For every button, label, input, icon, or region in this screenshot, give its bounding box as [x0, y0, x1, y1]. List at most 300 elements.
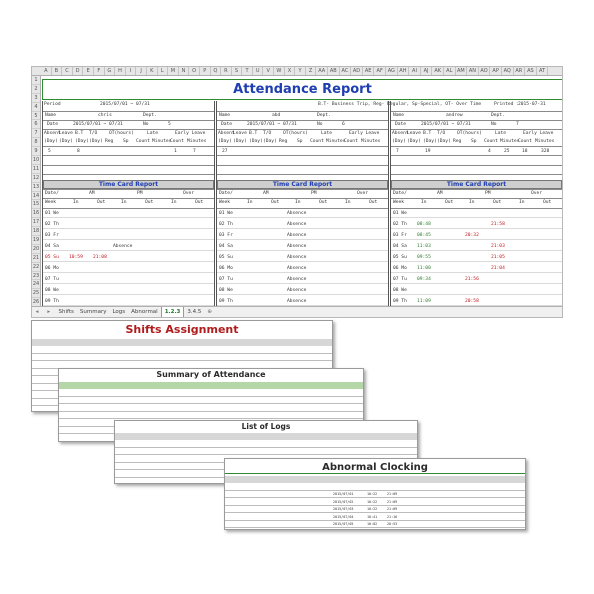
legend-text: B.T- Business Trip, Reg- Regular, Sp-Special, OT- Over Time	[318, 102, 482, 107]
time-in: 11:00	[417, 266, 431, 271]
date-range: 2015/07/01 ~ 07/31	[247, 122, 297, 127]
day-cell: 09 Th	[219, 299, 233, 304]
stat-header: Late	[495, 131, 507, 136]
day-cell: 06 Mo	[393, 266, 407, 271]
column-header-u[interactable]: U	[253, 67, 264, 76]
column-header-n[interactable]: N	[179, 67, 190, 76]
row-header-9[interactable]: 9	[32, 147, 40, 156]
table-row[interactable]	[43, 209, 214, 218]
time-pm-out: 21:04	[491, 266, 505, 271]
no-label: No	[143, 122, 149, 127]
day-cell: 03 Fr	[219, 233, 233, 238]
row-header-1[interactable]: 1	[32, 76, 40, 85]
column-header-m[interactable]: M	[168, 67, 179, 76]
preview-header-band	[225, 476, 525, 483]
stat-header: B.T	[249, 131, 258, 136]
day-cell: 04 Sa	[45, 244, 59, 249]
column-header-ab[interactable]: AB	[328, 67, 340, 76]
in-out-header: Out	[195, 200, 204, 205]
table-row[interactable]	[217, 220, 388, 229]
day-cell: 02 Th	[45, 222, 59, 227]
week-header: Week	[219, 200, 231, 205]
grid-line	[217, 198, 388, 199]
row-header-10[interactable]: 10	[32, 157, 40, 164]
stat-header: T/O	[437, 131, 446, 136]
day-cell: 08 We	[45, 288, 59, 293]
in-out-header: Out	[97, 200, 106, 205]
grid-line	[43, 146, 214, 147]
abnormal-time-out: 20:53	[387, 522, 398, 526]
column-header-b[interactable]: B	[52, 67, 63, 76]
dept-label: Dept.	[143, 113, 157, 118]
time-in: 10:59	[69, 255, 83, 260]
grid-line	[391, 198, 562, 199]
grid-line	[217, 165, 388, 166]
table-row[interactable]	[391, 209, 562, 218]
column-header-ac[interactable]: AC	[340, 67, 352, 76]
column-header-j[interactable]: J	[136, 67, 147, 76]
time-out: 21:56	[465, 277, 479, 282]
time-pm-out: 21:05	[491, 255, 505, 260]
time-card-title: Time Card Report	[43, 180, 214, 189]
row-header-7[interactable]: 7	[32, 129, 40, 138]
grid-line	[391, 174, 562, 175]
stat-value-absent: 7	[396, 149, 399, 154]
stat-subheader: Minutes	[152, 139, 172, 144]
day-cell: 04 Sa	[393, 244, 407, 249]
row-header-13[interactable]: 13	[32, 183, 40, 190]
column-header-ag[interactable]: AG	[386, 67, 398, 76]
time-in: 11:09	[417, 299, 431, 304]
abnormal-time-out: 21:09	[387, 507, 398, 511]
column-header-w[interactable]: W	[274, 67, 285, 76]
column-header-e[interactable]: E	[83, 67, 94, 76]
stat-value-bt: 8	[77, 149, 80, 154]
table-row[interactable]	[43, 231, 214, 240]
table-row[interactable]	[217, 297, 388, 306]
tab-summary[interactable]: Summary	[79, 309, 107, 315]
employee-name: andrew	[446, 113, 463, 118]
row-header-24[interactable]: 24	[32, 281, 40, 288]
preview-grid-row	[59, 389, 363, 397]
tab-prev-icon[interactable]: ◂	[35, 309, 39, 315]
absence-note: Absence	[287, 244, 307, 249]
column-header-c[interactable]: C	[62, 67, 73, 76]
row-header-11[interactable]: 11	[32, 165, 40, 172]
day-cell: 02 Th	[393, 222, 407, 227]
table-row[interactable]	[43, 253, 214, 262]
row-header-17[interactable]: 17	[32, 219, 40, 226]
table-row[interactable]	[391, 231, 562, 240]
day-cell: 05 Su	[219, 255, 233, 260]
stat-subheader: (Day)	[423, 139, 437, 144]
time-in: 09:55	[417, 255, 431, 260]
day-cell: 01 We	[393, 211, 407, 216]
abnormal-time-out: 21:16	[387, 514, 398, 519]
dept-label: Dept.	[317, 113, 331, 118]
abnormal-time-in: 10:22	[367, 507, 378, 511]
printed-label: Printed :	[494, 102, 519, 107]
in-out-header: Out	[493, 200, 502, 205]
stat-subheader: Sp	[471, 139, 477, 144]
date-label: Date	[395, 122, 407, 127]
column-header-f[interactable]: F	[94, 67, 105, 76]
absence-note: Absence	[287, 211, 307, 216]
stat-subheader: Minutes	[361, 139, 381, 144]
preview-grid-row	[115, 440, 417, 448]
stat-header: Absent	[392, 131, 409, 136]
column-header-z[interactable]: Z	[306, 67, 317, 76]
stat-subheader: (Day)	[233, 139, 247, 144]
table-row[interactable]	[391, 275, 562, 284]
grid-line	[217, 189, 388, 190]
stat-subheader: (Day)	[59, 139, 73, 144]
table-row[interactable]	[217, 242, 388, 251]
stat-value-late-min: 25	[504, 149, 510, 154]
absence-note: Absence	[287, 277, 307, 282]
date-label: Date	[221, 122, 233, 127]
grid-line	[391, 120, 562, 121]
day-cell: 03 Fr	[45, 233, 59, 238]
stat-subheader: (Day)	[218, 139, 232, 144]
day-cell: 04 Sa	[219, 244, 233, 249]
stat-value-early-count: 1	[174, 149, 177, 154]
stat-subheader: (Day)	[89, 139, 103, 144]
day-cell: 09 Th	[45, 299, 59, 304]
report-title: Attendance Report	[42, 79, 563, 100]
table-row[interactable]	[43, 286, 214, 295]
no-label: No	[317, 122, 323, 127]
spreadsheet-window	[31, 66, 563, 318]
row-header-21[interactable]: 21	[32, 254, 40, 261]
date-range: 2015/07/01 ~ 07/31	[73, 122, 123, 127]
stat-value-late-count: 4	[488, 149, 491, 154]
day-cell: 01 We	[45, 211, 59, 216]
am-header: AM	[263, 191, 269, 196]
column-header-ae[interactable]: AE	[363, 67, 375, 76]
row-header-26[interactable]: 26	[32, 299, 40, 306]
grid-line	[43, 155, 214, 156]
day-cell: 02 Th	[219, 222, 233, 227]
date-label: Date	[47, 122, 59, 127]
stat-header: OT(hours)	[283, 131, 308, 136]
abnormal-date: 2015/07/01	[333, 492, 354, 496]
grid-line	[217, 111, 388, 112]
column-header-ar[interactable]: AR	[514, 67, 526, 76]
column-header-at[interactable]: AT	[537, 67, 549, 76]
column-header-as[interactable]: AS	[525, 67, 537, 76]
stat-header: OT(hours)	[109, 131, 134, 136]
abnormal-time-in: 10:22	[367, 492, 378, 496]
stat-header: Late	[321, 131, 333, 136]
preview-title: List of Logs	[241, 422, 291, 431]
column-header-v[interactable]: V	[263, 67, 274, 76]
column-header-s[interactable]: S	[232, 67, 243, 76]
stat-header: Early Leave	[523, 131, 554, 136]
in-out-header: Out	[271, 200, 280, 205]
table-row[interactable]	[217, 231, 388, 240]
column-header-ak[interactable]: AK	[432, 67, 444, 76]
grid-line	[391, 189, 562, 190]
table-row[interactable]	[391, 286, 562, 295]
am-header: AM	[89, 191, 95, 196]
row-header-2[interactable]: 2	[32, 85, 40, 94]
date-range: 2015/07/01 ~ 07/31	[421, 122, 471, 127]
stat-header: Leave	[407, 131, 421, 136]
column-header-am[interactable]: AM	[456, 67, 468, 76]
time-in: 11:03	[417, 244, 431, 249]
absence-note: Absence	[113, 244, 133, 249]
preview-header-band	[32, 339, 332, 346]
employee-panel	[216, 101, 389, 309]
period-value: 2015/07/01 ~ 07/31	[100, 102, 150, 107]
in-out-header: In	[121, 200, 127, 205]
table-row[interactable]	[391, 264, 562, 273]
row-header-14[interactable]: 14	[32, 192, 40, 199]
stat-header: T/O	[263, 131, 272, 136]
row-header-12[interactable]: 12	[32, 174, 40, 181]
column-header-o[interactable]: O	[189, 67, 200, 76]
column-header-g[interactable]: G	[105, 67, 116, 76]
stat-subheader: Count	[484, 139, 498, 144]
row-header-19[interactable]: 19	[32, 237, 40, 244]
column-header-al[interactable]: AL	[444, 67, 456, 76]
table-row[interactable]	[43, 275, 214, 284]
in-out-header: In	[421, 200, 427, 205]
column-header-q[interactable]: Q	[211, 67, 222, 76]
table-row[interactable]	[217, 286, 388, 295]
grid-line	[43, 189, 214, 190]
table-row[interactable]	[391, 297, 562, 306]
day-cell: 08 We	[393, 288, 407, 293]
over-header: Over	[531, 191, 543, 196]
column-header-d[interactable]: D	[73, 67, 84, 76]
stat-header: Late	[147, 131, 159, 136]
no-label: No	[491, 122, 497, 127]
preview-grid-row	[115, 448, 417, 456]
in-out-header: In	[345, 200, 351, 205]
name-label: Name	[393, 113, 405, 118]
week-header: Week	[393, 200, 405, 205]
tab-3-4-5[interactable]: 3.4.5	[187, 309, 202, 315]
time-in: 08:45	[417, 233, 431, 238]
table-row[interactable]	[217, 209, 388, 218]
printed-value: 2015-07-31	[518, 102, 546, 107]
stat-value-absent: 5	[48, 149, 51, 154]
day-cell: 09 Th	[393, 299, 407, 304]
in-out-header: Out	[145, 200, 154, 205]
employee-panel	[42, 101, 215, 309]
absence-note: Absence	[287, 266, 307, 271]
stat-subheader: Reg	[279, 139, 288, 144]
in-out-header: Out	[445, 200, 454, 205]
column-header-a[interactable]: A	[41, 67, 52, 76]
date-week-header: Date/	[393, 191, 407, 196]
stat-value-early-min: 328	[541, 149, 550, 154]
column-header-bar	[32, 67, 563, 76]
abnormal-date: 2015/07/03	[333, 507, 354, 511]
grid-line	[43, 120, 214, 121]
in-out-header: In	[469, 200, 475, 205]
column-header-aa[interactable]: AA	[316, 67, 328, 76]
absence-note: Absence	[287, 288, 307, 293]
row-header-bar	[32, 76, 41, 308]
stat-subheader: (Day)	[437, 139, 451, 144]
stat-subheader: Count	[344, 139, 358, 144]
table-row[interactable]	[43, 297, 214, 306]
preview-grid-row	[59, 397, 363, 405]
column-header-ad[interactable]: AD	[351, 67, 363, 76]
day-cell: 05 Su	[45, 255, 59, 260]
table-row[interactable]	[391, 253, 562, 262]
stat-subheader: (Day)	[249, 139, 263, 144]
preview-grid-row	[225, 528, 525, 530]
table-row[interactable]	[217, 264, 388, 273]
table-row[interactable]	[217, 253, 388, 262]
row-header-3[interactable]: 3	[32, 94, 40, 103]
preview-title: Summary of Attendance	[156, 370, 266, 379]
stat-subheader: (Day)	[263, 139, 277, 144]
column-header-x[interactable]: X	[285, 67, 296, 76]
stat-header: B.T	[75, 131, 84, 136]
employee-panel	[390, 101, 563, 309]
day-cell: 05 Su	[393, 255, 407, 260]
table-row[interactable]	[391, 242, 562, 251]
stat-header: Leave	[59, 131, 73, 136]
row-header-25[interactable]: 25	[32, 290, 40, 297]
stat-subheader: Minutes	[326, 139, 346, 144]
column-header-ap[interactable]: AP	[490, 67, 502, 76]
abnormal-date: 2015/07/05	[333, 522, 354, 526]
stat-subheader: Count	[310, 139, 324, 144]
column-header-h[interactable]: H	[115, 67, 126, 76]
employee-no: 7	[516, 122, 519, 127]
column-header-t[interactable]: T	[242, 67, 253, 76]
preview-grid-row	[32, 354, 332, 362]
row-header-8[interactable]: 8	[32, 138, 40, 147]
grid-line	[43, 111, 214, 112]
row-header-15[interactable]: 15	[32, 201, 40, 208]
row-header-20[interactable]: 20	[32, 245, 40, 252]
stat-value-absent: 27	[222, 149, 228, 154]
grid-line	[391, 129, 562, 130]
report-grid[interactable]	[42, 77, 563, 309]
day-cell: 08 We	[219, 288, 233, 293]
row-header-23[interactable]: 23	[32, 272, 40, 279]
in-out-header: Out	[369, 200, 378, 205]
grid-line	[391, 146, 562, 147]
preview-grid-row	[225, 483, 525, 491]
grid-line	[43, 174, 214, 175]
grid-line	[217, 129, 388, 130]
column-header-ao[interactable]: AO	[479, 67, 491, 76]
add-sheet-icon[interactable]: ⊕	[207, 309, 212, 315]
stat-subheader: Count	[170, 139, 184, 144]
time-card-title: Time Card Report	[391, 180, 562, 189]
am-header: AM	[437, 191, 443, 196]
grid-line	[391, 155, 562, 156]
abnormal-time-out: 21:09	[387, 492, 398, 496]
stat-header: OT(hours)	[457, 131, 482, 136]
day-cell: 06 Mo	[219, 266, 233, 271]
grid-line	[217, 155, 388, 156]
row-header-6[interactable]: 6	[32, 120, 40, 129]
row-header-4[interactable]: 4	[32, 103, 40, 112]
row-header-18[interactable]: 18	[32, 228, 40, 235]
sheet-tab-bar	[32, 306, 563, 317]
table-row[interactable]	[217, 275, 388, 284]
tab-logs[interactable]: Logs	[112, 309, 126, 315]
day-cell: 07 Tu	[219, 277, 233, 282]
column-header-p[interactable]: P	[200, 67, 211, 76]
time-card-title: Time Card Report	[217, 180, 388, 189]
time-in: 09:34	[417, 277, 431, 282]
grid-line	[391, 111, 562, 112]
preview-header-band	[115, 433, 417, 440]
column-header-aq[interactable]: AQ	[502, 67, 514, 76]
table-row[interactable]	[43, 220, 214, 229]
row-header-5[interactable]: 5	[32, 112, 40, 121]
preview-grid-row	[32, 346, 332, 354]
column-header-af[interactable]: AF	[374, 67, 386, 76]
preview-title: Shifts Assignment	[125, 323, 239, 336]
pm-header: PM	[137, 191, 143, 196]
stat-header: B.T	[423, 131, 432, 136]
stat-subheader: Count	[518, 139, 532, 144]
abnormal-time-in: 10:22	[367, 499, 378, 504]
in-out-header: In	[247, 200, 253, 205]
stat-value-early-count: 18	[522, 149, 528, 154]
column-header-ai[interactable]: AI	[409, 67, 421, 76]
preview-title: Abnormal Clocking	[225, 462, 525, 474]
column-header-ah[interactable]: AH	[398, 67, 410, 76]
dept-label: Dept.	[491, 113, 505, 118]
employee-name: abd	[272, 113, 281, 118]
time-pm-out: 21:58	[491, 222, 505, 227]
employee-no: 6	[342, 122, 345, 127]
tab-abnormal[interactable]: Abnormal	[131, 309, 158, 315]
row-header-22[interactable]: 22	[32, 263, 40, 270]
column-header-k[interactable]: K	[147, 67, 158, 76]
employee-name: chris	[98, 113, 112, 118]
stat-subheader: Minutes	[535, 139, 555, 144]
stat-value-bt: 19	[425, 149, 431, 154]
employee-no: 5	[168, 122, 171, 127]
abnormal-date: 2015/07/04	[333, 514, 354, 519]
grid-line	[217, 174, 388, 175]
column-header-r[interactable]: R	[221, 67, 232, 76]
in-out-header: Out	[319, 200, 328, 205]
table-row[interactable]	[43, 264, 214, 273]
stat-subheader: (Day)	[75, 139, 89, 144]
column-header-l[interactable]: L	[158, 67, 169, 76]
table-row[interactable]	[391, 220, 562, 229]
tab-1-2-3[interactable]: 1.2.3	[161, 307, 185, 317]
column-header-aj[interactable]: AJ	[421, 67, 433, 76]
column-header-y[interactable]: Y	[295, 67, 306, 76]
pm-header: PM	[311, 191, 317, 196]
grid-line	[43, 129, 214, 130]
tab-next-icon[interactable]: ▸	[47, 309, 51, 315]
time-out: 20:58	[465, 299, 479, 304]
column-header-an[interactable]: AN	[467, 67, 479, 76]
row-header-16[interactable]: 16	[32, 210, 40, 217]
table-row[interactable]	[43, 242, 214, 251]
stat-subheader: (Day)	[392, 139, 406, 144]
tab-shifts[interactable]: Shifts	[58, 309, 74, 315]
column-header-i[interactable]: I	[126, 67, 137, 76]
preview-grid-row	[59, 404, 363, 412]
